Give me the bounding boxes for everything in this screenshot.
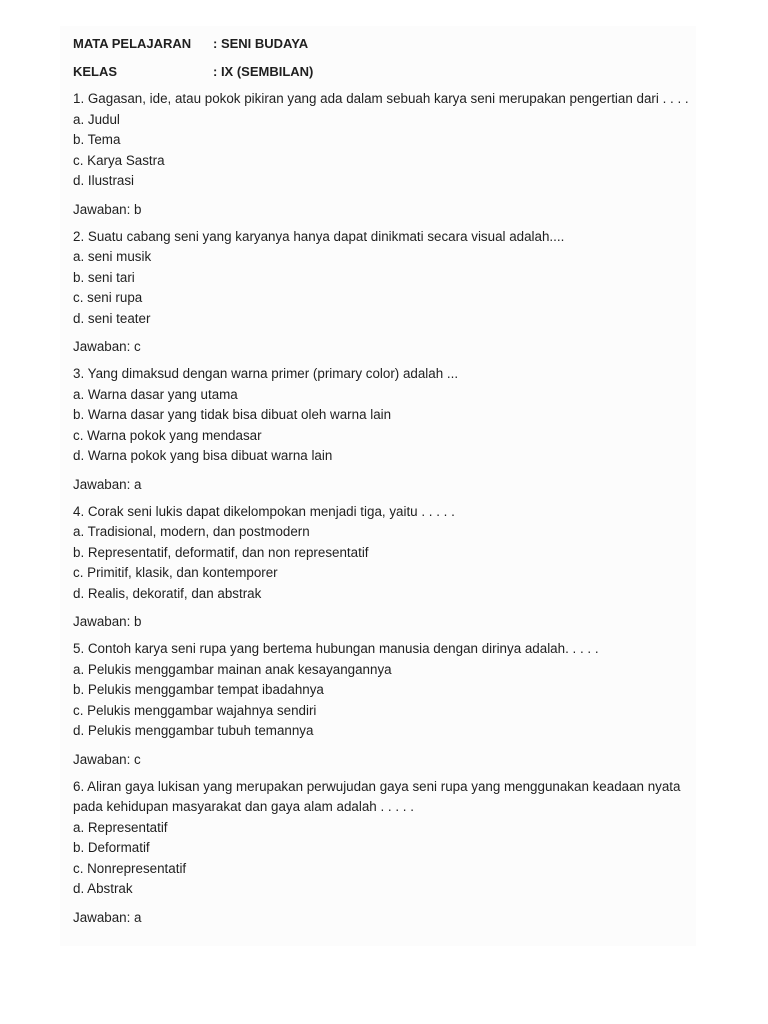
option-a: a. Representatif (73, 819, 168, 835)
question-text: 4. Corak seni lukis dapat dikelompokan menjadi tiga, yaitu . . . . . (73, 503, 455, 519)
answer: Jawaban: a (73, 909, 142, 925)
document-content (73, 26, 698, 928)
option-a: a. Pelukis menggambar mainan anak kesayangannya (73, 661, 392, 677)
question-4 (73, 502, 698, 633)
answer: Jawaban: c (73, 339, 141, 354)
option-b: b. Representatif, deformatif, dan non representatif (73, 544, 369, 560)
question-3 (73, 364, 698, 495)
question-text: 1. Gagasan, ide, atau pokok pikiran yang ada dalam sebuah karya seni merupakan pengertian dari . . . . (73, 91, 689, 106)
option-d: d. Realis, dekoratif, dan abstrak (73, 585, 262, 601)
question-2 (73, 227, 698, 358)
option-b: b. Warna dasar yang tidak bisa dibuat oleh warna lain (73, 407, 392, 422)
answer: Jawaban: b (73, 201, 142, 217)
option-c: c. Nonrepresentatif (73, 860, 187, 876)
answer: Jawaban: c (73, 751, 141, 767)
subject-value: : SENI BUDAYA (213, 36, 309, 51)
option-b: b. Tema (73, 132, 121, 147)
option-c: c. Primitif, klasik, dan kontemporer (73, 565, 278, 580)
class-value: : IX (SEMBILAN) (213, 64, 314, 79)
option-a: a. seni musik (73, 249, 152, 264)
document-page (60, 26, 696, 946)
option-c: c. Pelukis menggambar wajahnya sendiri (73, 702, 317, 718)
option-d: d. seni teater (73, 310, 151, 326)
question-1 (73, 89, 698, 220)
question-6 (73, 777, 698, 928)
option-d: d. Pelukis menggambar tubuh temannya (73, 723, 314, 738)
option-a: a. Judul (73, 111, 120, 127)
option-a: a. Tradisional, modern, dan postmodern (73, 524, 310, 539)
question-text: 6. Aliran gaya lukisan yang merupakan perwujudan gaya seni rupa yang menggunakan keadaan nyata pada kehidupan masyarakat dan gaya alam adalah . . . . . (73, 778, 681, 814)
subject-row (73, 34, 698, 54)
option-b: b. Pelukis menggambar tempat ibadahnya (73, 682, 324, 697)
option-c: c. seni rupa (73, 290, 143, 305)
question-text: 5. Contoh karya seni rupa yang bertema hubungan manusia dengan dirinya adalah. . . . . (73, 641, 599, 656)
option-a: a. Warna dasar yang utama (73, 386, 238, 402)
answer: Jawaban: b (73, 614, 142, 629)
question-5 (73, 639, 698, 770)
option-b: b. seni tari (73, 269, 135, 285)
answer: Jawaban: a (73, 476, 142, 492)
option-d: d. Ilustrasi (73, 173, 135, 188)
option-b: b. Deformatif (73, 840, 150, 855)
option-c: c. Warna pokok yang mendasar (73, 427, 262, 443)
class-row (73, 62, 698, 82)
class-label: KELAS (73, 64, 118, 79)
option-c: c. Karya Sastra (73, 152, 165, 168)
question-text: 3. Yang dimaksud dengan warna primer (primary color) adalah ... (73, 366, 459, 381)
question-text: 2. Suatu cabang seni yang karyanya hanya dapat dinikmati secara visual adalah.... (73, 228, 565, 244)
subject-label: MATA PELAJARAN (73, 36, 192, 51)
option-d: d. Warna pokok yang bisa dibuat warna lain (73, 448, 333, 463)
option-d: d. Abstrak (73, 881, 133, 896)
